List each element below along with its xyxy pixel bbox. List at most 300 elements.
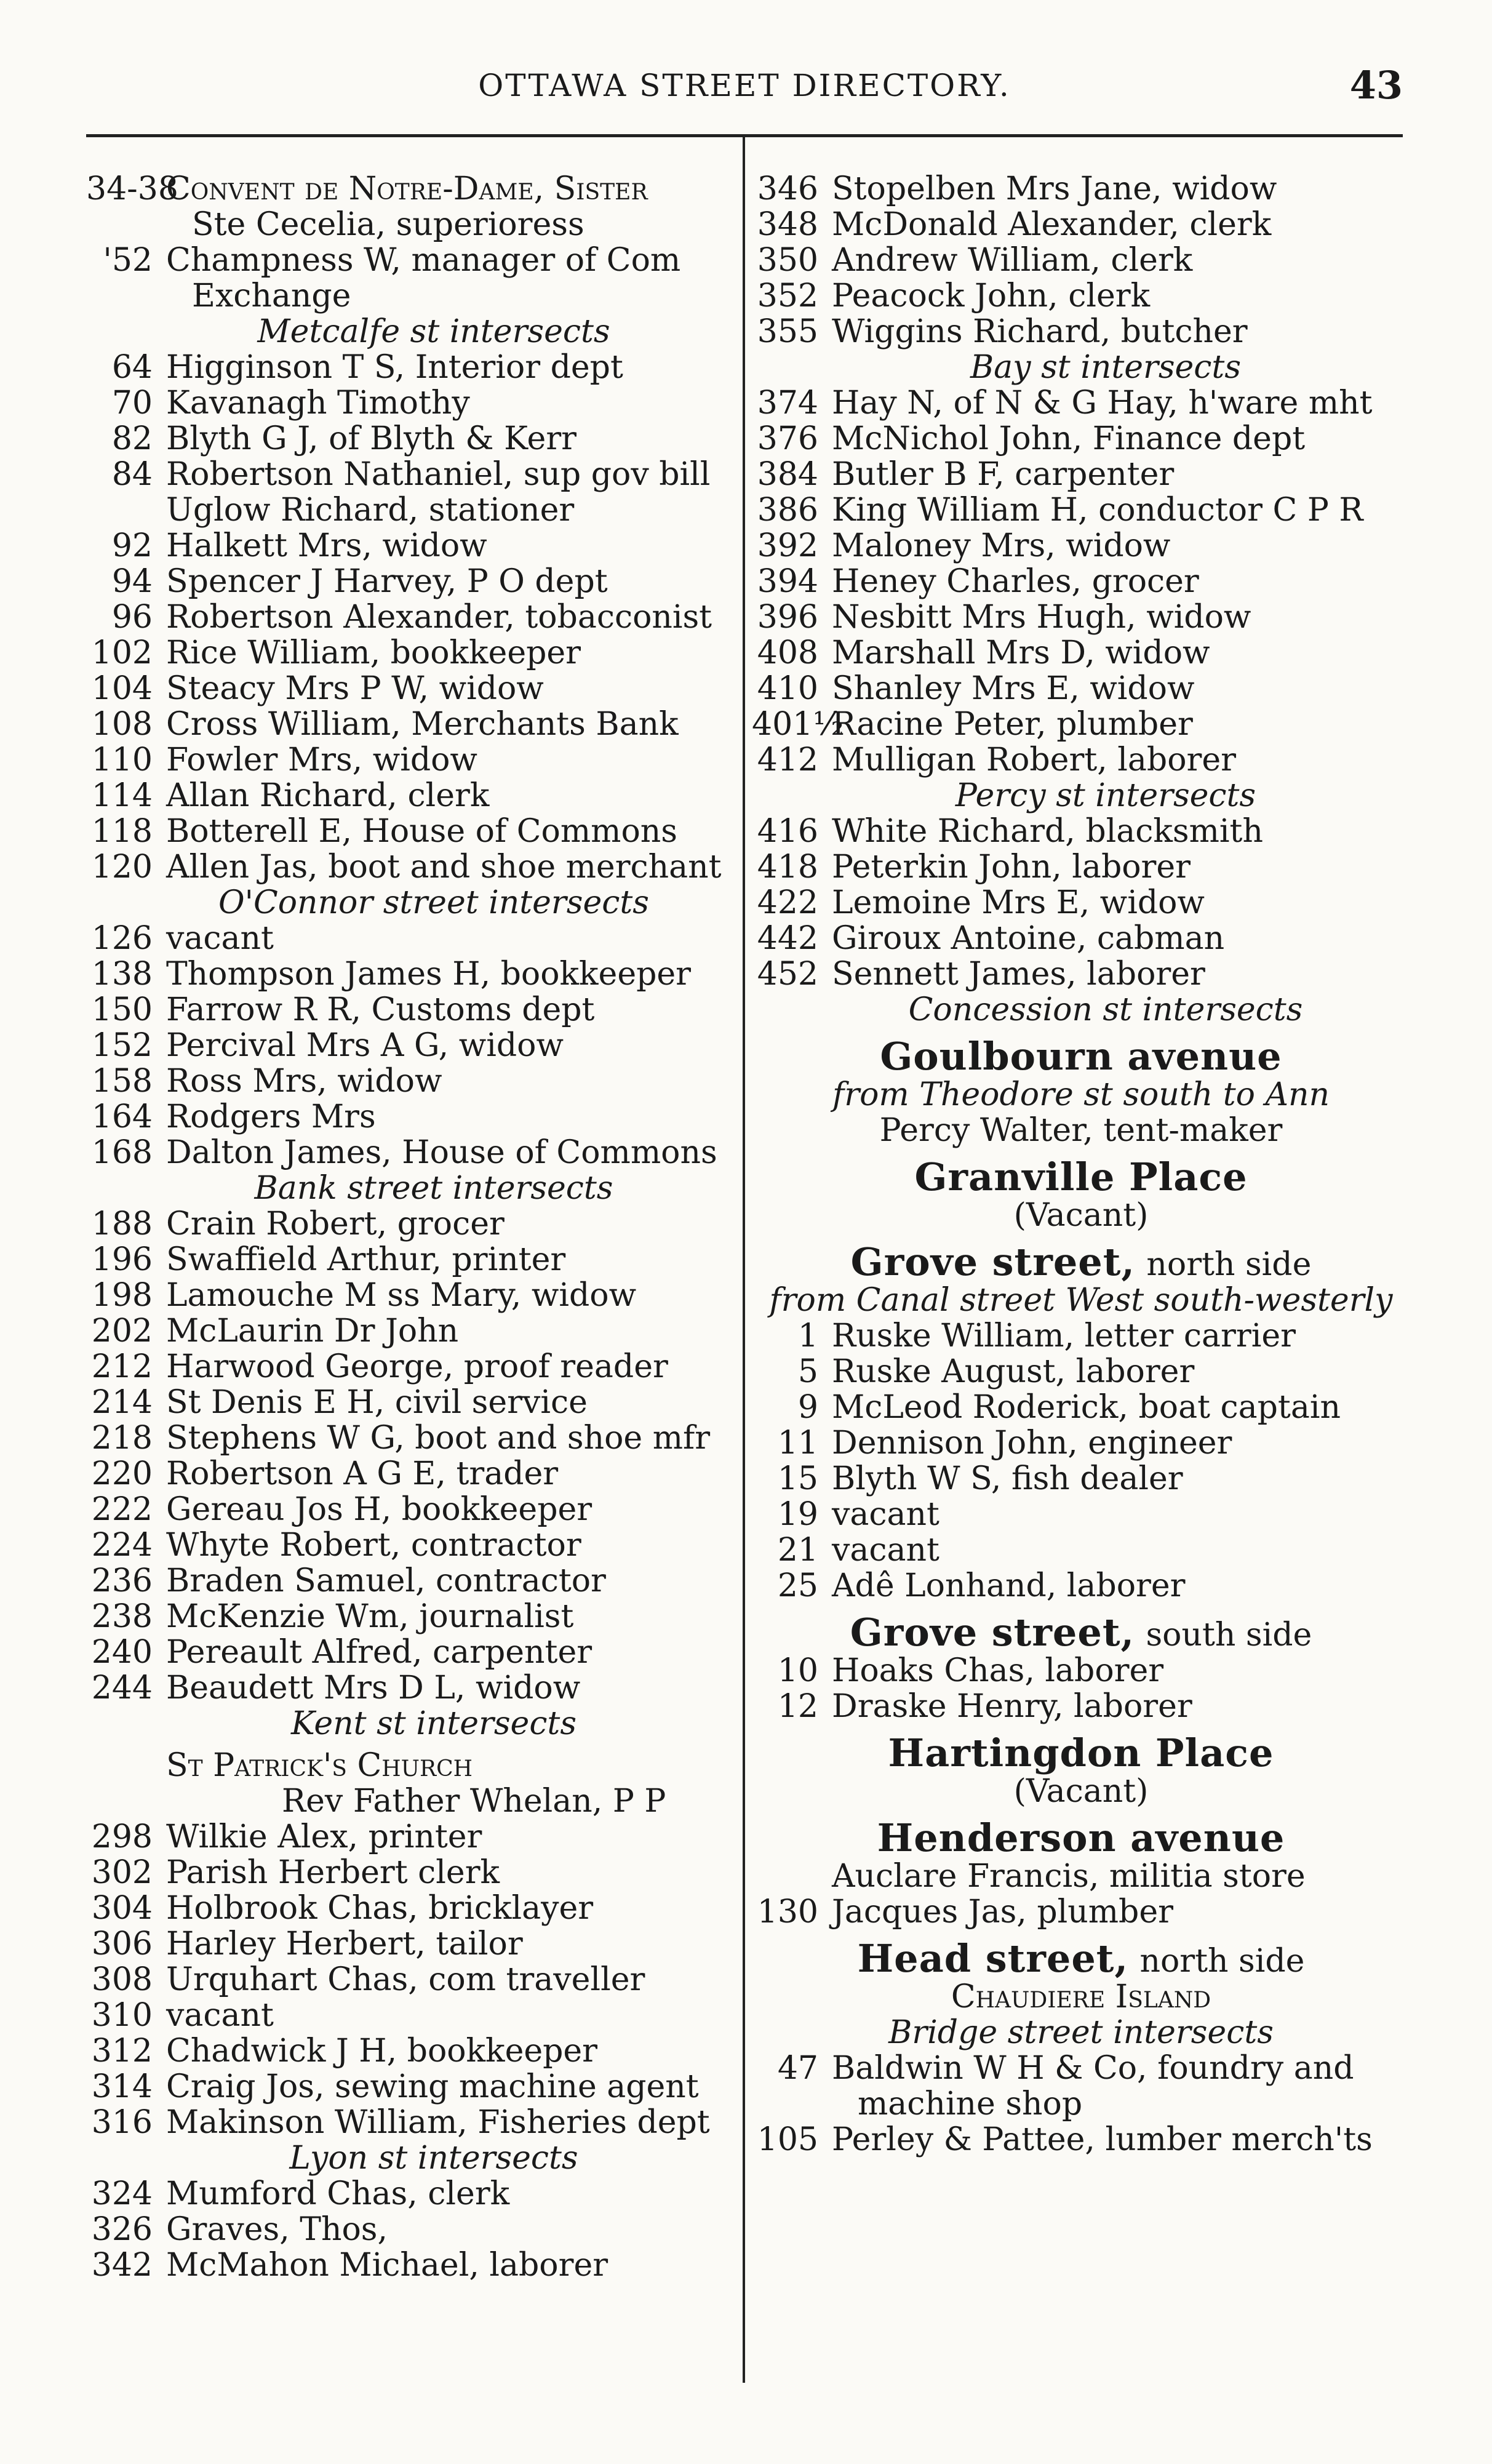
directory-entry [86, 242, 732, 278]
directory-entry [86, 1456, 732, 1492]
resident-text: Rice William, bookkeeper [166, 634, 581, 671]
house-number: 222 [91, 1491, 153, 1528]
resident-text: Adê Lonhand, laborer [832, 1567, 1186, 1604]
directory-entry [86, 564, 732, 599]
street-name: Goulbourn avenue [880, 1034, 1282, 1079]
house-number: 236 [91, 1562, 153, 1599]
directory-entry [752, 2086, 1410, 2122]
resident-text: Gereau Jos H, bookkeeper [166, 1491, 592, 1528]
house-number: 355 [757, 313, 818, 350]
house-number: 5 [797, 1353, 818, 1390]
directory-entry [86, 1099, 732, 1135]
entry-group [752, 1318, 1410, 1604]
directory-entry [86, 635, 732, 671]
resident-text: Botterell E, House of Commons [166, 813, 677, 850]
resident-text: Robertson A G E, trader [166, 1455, 559, 1492]
directory-entry [86, 2069, 732, 2105]
house-number: 401½ [752, 706, 844, 743]
directory-entry [86, 207, 732, 242]
house-number: 158 [91, 1063, 153, 1100]
resident-text: Stopelben Mrs Jane, widow [832, 170, 1277, 207]
resident-text: Peacock John, clerk [832, 278, 1151, 314]
directory-entry [86, 278, 732, 314]
resident-text: Steacy Mrs P W, widow [166, 670, 544, 707]
directory-entry [86, 1783, 732, 1819]
directory-entry [86, 1634, 732, 1670]
resident-text: Fowler Mrs, widow [166, 742, 477, 778]
entry-group [752, 171, 1410, 350]
resident-text: Beaudett Mrs D L, widow [166, 1670, 581, 1706]
house-number: 408 [757, 634, 818, 671]
house-number: 15 [777, 1460, 818, 1497]
directory-entry [86, 350, 732, 385]
house-number: 21 [777, 1532, 818, 1569]
directory-entry [752, 635, 1410, 671]
house-number: 376 [757, 420, 818, 457]
house-number: 306 [91, 1926, 153, 1962]
resident-text: Kavanagh Timothy [166, 385, 470, 422]
entry-group [752, 1653, 1410, 1724]
house-number: 352 [757, 278, 818, 314]
intersection-note: Percy st intersects [955, 777, 1256, 814]
street-side: north side [1146, 1246, 1312, 1283]
directory-entry [752, 706, 1410, 742]
house-number: 244 [91, 1670, 153, 1706]
house-number: 310 [91, 1997, 153, 2034]
left-column [86, 171, 732, 2283]
house-number: '52 [103, 242, 153, 279]
right-column [752, 171, 1410, 2158]
street-heading-head [752, 1938, 1410, 1979]
house-number: 386 [757, 492, 818, 529]
directory-entry [86, 849, 732, 885]
house-number: 418 [757, 849, 818, 886]
resident-text: Higginson T S, Interior dept [166, 349, 623, 386]
directory-entry [752, 528, 1410, 564]
resident-text: McNichol John, Finance dept [832, 420, 1306, 457]
resident-text: Spencer J Harvey, P O dept [166, 563, 608, 600]
directory-entry [752, 242, 1410, 278]
directory-entry [86, 671, 732, 706]
house-number: 64 [111, 349, 153, 386]
house-number: 108 [91, 706, 153, 743]
directory-entry [86, 1819, 732, 1855]
directory-entry [752, 1894, 1410, 1930]
directory-entry [86, 992, 732, 1028]
street-heading-goulbourn [752, 1036, 1410, 1077]
resident-text: Lemoine Mrs E, widow [832, 884, 1205, 921]
directory-entry [86, 385, 732, 421]
resident-text: Mumford Chas, clerk [166, 2175, 510, 2212]
resident-text: Uglow Richard, stationer [166, 492, 575, 529]
directory-entry [86, 1135, 732, 1170]
entry-group [752, 814, 1410, 992]
house-number: 314 [91, 2068, 153, 2105]
directory-entry [86, 599, 732, 635]
house-number: 82 [111, 420, 153, 457]
resident-text: Parish Herbert clerk [166, 1854, 500, 1891]
resident-text: Craig Jos, sewing machine agent [166, 2068, 699, 2105]
entry-group [86, 1748, 732, 2140]
directory-entry [752, 1858, 1410, 1894]
house-number: 34-38 [86, 170, 178, 207]
directory-entry [86, 921, 732, 956]
directory-entry [86, 1748, 732, 1783]
resident-text: McMahon Michael, laborer [166, 2247, 608, 2284]
directory-entry [86, 1313, 732, 1349]
house-number: 350 [757, 242, 818, 279]
resident-text: Ste Cecelia, superioress [192, 206, 584, 243]
house-number: 396 [757, 599, 818, 636]
house-number: 196 [91, 1241, 153, 1278]
directory-entry [86, 1063, 732, 1099]
street-name: Grove street, [850, 1239, 1135, 1284]
house-number: 188 [91, 1206, 153, 1242]
resident-text: Heney Charles, grocer [832, 563, 1199, 600]
resident-text: Percival Mrs A G, widow [166, 1027, 564, 1064]
resident-text: Whyte Robert, contractor [166, 1527, 581, 1564]
directory-entry [86, 1563, 732, 1599]
directory-entry [86, 778, 732, 814]
resident-text: Swaffield Arthur, printer [166, 1241, 566, 1278]
entry-group [752, 385, 1410, 778]
street-heading-henderson [752, 1815, 1410, 1860]
directory-entry [752, 278, 1410, 314]
resident-text: Harley Herbert, tailor [166, 1926, 523, 1962]
intersection-note: Bay st intersects [970, 349, 1242, 386]
resident-text: St Patrick's Church [166, 1747, 473, 1784]
intersection-note: Lyon st intersects [289, 2140, 578, 2177]
resident-text: Allen Jas, boot and shoe merchant [166, 849, 722, 886]
resident-text: Draske Henry, laborer [832, 1688, 1192, 1725]
intersection-note: Bridge street intersects [888, 2014, 1274, 2051]
resident-text: Wiggins Richard, butcher [832, 313, 1248, 350]
resident-text: Makinson William, Fisheries dept [166, 2104, 710, 2141]
directory-entry [752, 1689, 1410, 1724]
directory-entry [86, 1385, 732, 1420]
directory-entry [86, 1599, 732, 1634]
house-number: 138 [91, 956, 153, 993]
house-number: 96 [111, 599, 153, 636]
resident-text: Lamouche M ss Mary, widow [166, 1277, 637, 1314]
house-number: 198 [91, 1277, 153, 1314]
directory-entry [752, 1425, 1410, 1461]
house-number: 346 [757, 170, 818, 207]
street-name: Granville Place [914, 1154, 1248, 1199]
resident-text: Ruske William, letter carrier [832, 1318, 1296, 1354]
directory-entry [86, 1926, 732, 1962]
resident-text: Sennett James, laborer [832, 956, 1205, 993]
house-number: 442 [757, 920, 818, 957]
street-name: Head street, [857, 1936, 1129, 1981]
street-side: north side [1139, 1943, 1305, 1980]
street-side: south side [1146, 1617, 1312, 1654]
directory-entry [752, 599, 1410, 635]
resident-text: Urquhart Chas, com traveller [166, 1961, 645, 1998]
directory-entry [86, 1028, 732, 1063]
directory-entry [752, 814, 1410, 849]
house-number: 152 [91, 1027, 153, 1064]
house-number: 94 [111, 563, 153, 600]
resident-text: Stephens W G, boot and shoe mfr [166, 1420, 711, 1457]
column-divider [743, 137, 745, 2383]
directory-entry [86, 1242, 732, 1278]
resident-text: Dennison John, engineer [832, 1425, 1232, 1462]
house-number: 220 [91, 1455, 153, 1492]
directory-entry [86, 1206, 732, 1242]
resident-text: Chadwick J H, bookkeeper [166, 2033, 598, 2070]
house-number: 214 [91, 1384, 153, 1421]
intersection-note: O'Connor street intersects [218, 884, 649, 921]
resident-text: Butler B F, carpenter [832, 456, 1175, 493]
resident-text: Hay N, of N & G Hay, h'ware mht [832, 385, 1373, 422]
directory-entry [752, 921, 1410, 956]
resident-text: Baldwin W H & Co, foundry and [832, 2050, 1354, 2087]
resident-text: Dalton James, House of Commons [166, 1134, 717, 1171]
resident-text: Shanley Mrs E, widow [832, 670, 1195, 707]
resident-text: vacant [832, 1496, 939, 1533]
directory-entry [752, 457, 1410, 492]
house-number: 298 [91, 1818, 153, 1855]
house-number: 316 [91, 2104, 153, 2141]
house-number: 19 [777, 1496, 818, 1533]
resident-text: Mulligan Robert, laborer [832, 742, 1236, 778]
resident-text: Crain Robert, grocer [166, 1206, 505, 1242]
street-extent-note: from Theodore st south to Ann [832, 1076, 1330, 1113]
resident-text: Andrew William, clerk [832, 242, 1193, 279]
house-number: 394 [757, 563, 818, 600]
resident-text: Harwood George, proof reader [166, 1348, 668, 1385]
vacant-note: (Vacant) [1013, 1773, 1149, 1810]
directory-entry [86, 2033, 732, 2069]
directory-entry [752, 956, 1410, 992]
house-number: 342 [91, 2247, 153, 2284]
resident-text: Maloney Mrs, widow [832, 527, 1171, 564]
resident-text: Ross Mrs, widow [166, 1063, 442, 1100]
resident-text: Racine Peter, plumber [832, 706, 1193, 743]
directory-entry [752, 849, 1410, 885]
resident-text: King William H, conductor C P R [832, 492, 1363, 529]
house-number: 164 [91, 1098, 153, 1135]
house-number: 304 [91, 1890, 153, 1927]
house-number: 312 [91, 2033, 153, 2070]
street-entry: Percy Walter, tent-maker [879, 1112, 1283, 1149]
house-number: 238 [91, 1598, 153, 1635]
directory-entry [86, 814, 732, 849]
directory-entry [86, 1278, 732, 1313]
directory-entry [752, 564, 1410, 599]
resident-text: Ruske August, laborer [832, 1353, 1195, 1390]
resident-text: Nesbitt Mrs Hugh, widow [832, 599, 1251, 636]
house-number: 25 [777, 1567, 818, 1604]
resident-text: Thompson James H, bookkeeper [166, 956, 692, 993]
resident-text: Robertson Nathaniel, sup gov bill [166, 456, 711, 493]
resident-text: Peterkin John, laborer [832, 849, 1191, 886]
house-number: 410 [757, 670, 818, 707]
house-number: 324 [91, 2175, 153, 2212]
house-number: 120 [91, 849, 153, 886]
directory-entry [752, 2050, 1410, 2086]
directory-entry [752, 1532, 1410, 1568]
street-name: Hartingdon Place [888, 1730, 1274, 1775]
directory-entry [86, 1962, 732, 1998]
house-number: 308 [91, 1961, 153, 1998]
directory-entry [86, 171, 732, 207]
house-number: 130 [757, 1894, 818, 1930]
resident-text: Perley & Pattee, lumber merch'ts [832, 2121, 1373, 2158]
house-number: 102 [91, 634, 153, 671]
street-heading-hartingdon [752, 1730, 1410, 1775]
resident-text: Convent de Notre-Dame, Sister [166, 170, 648, 207]
resident-text: Marshall Mrs D, widow [832, 634, 1210, 671]
directory-entry [86, 1492, 732, 1527]
entry-group [752, 2050, 1410, 2158]
house-number: 110 [91, 742, 153, 778]
directory-entry [86, 2212, 732, 2247]
directory-entry [752, 492, 1410, 528]
directory-entry [752, 742, 1410, 778]
resident-text: McLeod Roderick, boat captain [832, 1389, 1341, 1426]
resident-text: Giroux Antoine, cabman [832, 920, 1225, 957]
house-number: 104 [91, 670, 153, 707]
directory-entry [752, 207, 1410, 242]
resident-text: Pereault Alfred, carpenter [166, 1634, 592, 1671]
directory-entry [752, 421, 1410, 457]
resident-text: Holbrook Chas, bricklayer [166, 1890, 594, 1927]
street-extent-note: from Canal street West south-westerly [769, 1282, 1393, 1319]
directory-entry [86, 1527, 732, 1563]
directory-entry [86, 956, 732, 992]
directory-entry [86, 742, 732, 778]
directory-entry [86, 1420, 732, 1456]
directory-entry [752, 385, 1410, 421]
house-number: 218 [91, 1420, 153, 1457]
house-number: 422 [757, 884, 818, 921]
directory-entry [86, 1890, 732, 1926]
directory-entry [752, 1354, 1410, 1390]
street-heading-granville [752, 1154, 1410, 1199]
intersection-note: Kent st intersects [290, 1705, 577, 1742]
resident-text: Champness W, manager of Com [166, 242, 681, 279]
directory-entry [752, 1568, 1410, 1604]
house-number: 374 [757, 385, 818, 422]
resident-text: Braden Samuel, contractor [166, 1562, 606, 1599]
street-heading-grove-south [752, 1612, 1410, 1653]
resident-text: Wilkie Alex, printer [166, 1818, 482, 1855]
directory-entry [752, 2122, 1410, 2158]
house-number: 224 [91, 1527, 153, 1564]
directory-entry [752, 314, 1410, 350]
page-number: 43 [1349, 63, 1403, 108]
directory-entry [86, 1349, 732, 1385]
resident-text: Auclare Francis, militia store [832, 1858, 1306, 1895]
directory-entry [86, 492, 732, 528]
locality-note: Chaudiere Island [951, 1978, 1211, 2015]
resident-text: Blyth W S, fish dealer [832, 1460, 1183, 1497]
resident-text: Halkett Mrs, widow [166, 527, 487, 564]
resident-text: Rodgers Mrs [166, 1098, 376, 1135]
header-title: OTTAWA STREET DIRECTORY. [478, 68, 1011, 103]
resident-text: Robertson Alexander, tobacconist [166, 599, 712, 636]
entry-group [86, 171, 732, 314]
house-number: 212 [91, 1348, 153, 1385]
directory-entry [752, 885, 1410, 921]
house-number: 392 [757, 527, 818, 564]
house-number: 10 [777, 1652, 818, 1689]
resident-text: vacant [166, 1997, 274, 2034]
directory-entry [86, 2105, 732, 2140]
resident-text: St Denis E H, civil service [166, 1384, 588, 1421]
house-number: 118 [91, 813, 153, 850]
directory-entry [752, 671, 1410, 706]
directory-entry [86, 528, 732, 564]
directory-entry [86, 1670, 732, 1706]
resident-text: Farrow R R, Customs dept [166, 991, 595, 1028]
directory-entry [86, 2176, 732, 2212]
intersection-note: Bank street intersects [254, 1170, 613, 1207]
house-number: 412 [757, 742, 818, 778]
entry-group [86, 921, 732, 1170]
resident-text: White Richard, blacksmith [832, 813, 1263, 850]
directory-entry [752, 1461, 1410, 1497]
entry-group [86, 350, 732, 885]
house-number: 302 [91, 1854, 153, 1891]
resident-text: McKenzie Wm, journalist [166, 1598, 574, 1635]
house-number: 12 [777, 1688, 818, 1725]
house-number: 9 [797, 1389, 818, 1426]
directory-entry [752, 1497, 1410, 1532]
house-number: 384 [757, 456, 818, 493]
resident-text: McLaurin Dr John [166, 1313, 459, 1350]
house-number: 84 [111, 456, 153, 493]
resident-text: McDonald Alexander, clerk [832, 206, 1272, 243]
house-number: 105 [757, 2121, 818, 2158]
house-number: 348 [757, 206, 818, 243]
entry-group [86, 2176, 732, 2283]
street-name: Henderson avenue [877, 1815, 1285, 1860]
directory-entry [86, 2247, 732, 2283]
resident-text: vacant [832, 1532, 939, 1569]
house-number: 47 [777, 2050, 818, 2087]
intersection-note: Concession st intersects [908, 991, 1303, 1028]
house-number: 168 [91, 1134, 153, 1171]
house-number: 326 [91, 2211, 153, 2248]
resident-text: Cross William, Merchants Bank [166, 706, 679, 743]
directory-entry [86, 1998, 732, 2033]
directory-entry [752, 1318, 1410, 1354]
resident-text: vacant [166, 920, 274, 957]
resident-text: Exchange [192, 278, 351, 314]
house-number: 150 [91, 991, 153, 1028]
resident-text: machine shop [858, 2086, 1083, 2122]
intersection-note: Metcalfe st intersects [257, 313, 610, 350]
directory-entry [752, 1390, 1410, 1425]
directory-entry [86, 457, 732, 492]
street-name: Grove street, [850, 1610, 1135, 1655]
directory-entry [752, 171, 1410, 207]
house-number: 1 [797, 1318, 818, 1354]
house-number: 114 [91, 777, 153, 814]
resident-text: Jacques Jas, plumber [832, 1894, 1173, 1930]
house-number: 126 [91, 920, 153, 957]
house-number: 11 [777, 1425, 818, 1462]
vacant-note: (Vacant) [1013, 1197, 1149, 1234]
house-number: 240 [91, 1634, 153, 1671]
directory-entry [86, 421, 732, 457]
directory-entry [86, 1855, 732, 1890]
resident-text: Graves, Thos, [166, 2211, 388, 2248]
house-number: 416 [757, 813, 818, 850]
